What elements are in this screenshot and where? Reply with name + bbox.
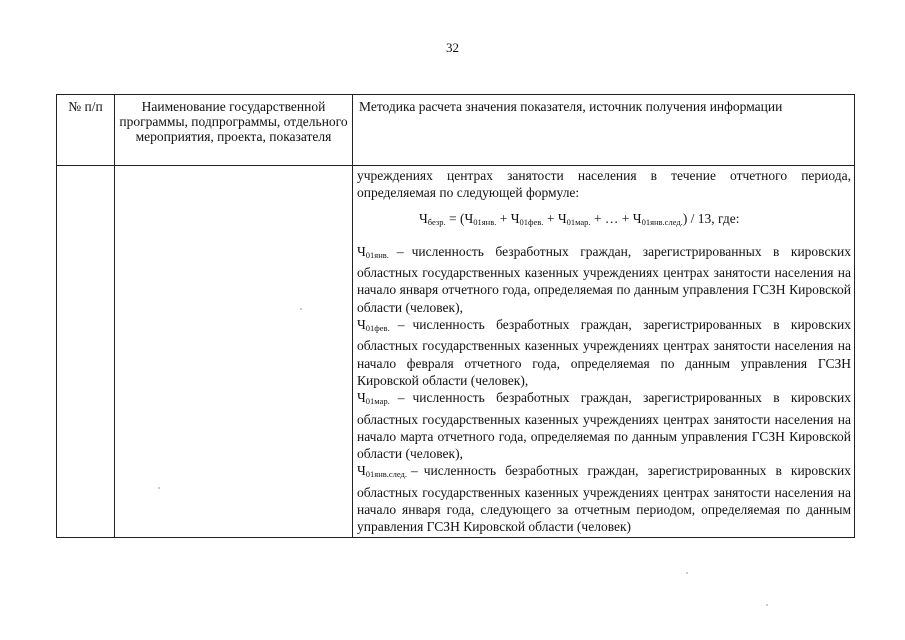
header-name: Наименование государственной программы, подпрограммы, отдельного мероприятия, проекта, показателя [115, 95, 353, 166]
formula: $Ч_{безр.} = (Ч_{01янв.} + Ч_{01фев.} + Ч_{01мар.}$ + … + $Ч_{01янв.след.}) / 13$, где: [419, 210, 740, 227]
scan-speck [686, 572, 688, 574]
methodology-table [56, 94, 855, 538]
header-number: № п/п [57, 95, 115, 166]
definition-feb: $Ч_{01фев.}$ – численность безработных граждан, зарегистрированных в кировских областных государственных казенных учреждениях центрах занятости населения на начало февраля отчетного года, определяемая по данным управления ГСЗН Кировской области (человек), [357, 317, 851, 388]
scan-speck [766, 604, 768, 606]
definition-jan: $Ч_{01янв.}$ – численность безработных граждан, зарегистрированных в кировских областных государственных казенных учреждениях центрах занятости населения на начало января отчетного года, определяемая по данным управления ГСЗН Кировской области (человек), [357, 243, 851, 315]
cell-name [115, 166, 353, 538]
definition-jan-next: $Ч_{01янв.след.}$ – численность безработных граждан, зарегистрированных в кировских областных государственных казенных учреждениях центрах занятости населения на начало января года, следующего за отчетным периодом, определяемая по данным управления ГСЗН Кировской области (человек) [357, 463, 851, 535]
definition-mar: $Ч_{01мар.}$ – численность безработных граждан, зарегистрированных в кировских областных государственных казенных учреждениях центрах занятости населения на начало марта отчетного года, определяемая по данным управления ГСЗН Кировской области (человек), [357, 390, 851, 462]
header-method: Методика расчета значения показателя, источник получения информации [353, 95, 855, 166]
table-row [57, 166, 855, 538]
cell-number [57, 166, 115, 538]
page-number: 32 [446, 40, 459, 55]
cell-method [353, 166, 855, 538]
table-header-row [57, 95, 855, 166]
intro-text: учреждениях центрах занятости населения в течение отчетного периода, определяемая по следующей формуле: [357, 168, 851, 201]
scan-speck [158, 487, 160, 489]
scan-speck [300, 308, 302, 310]
